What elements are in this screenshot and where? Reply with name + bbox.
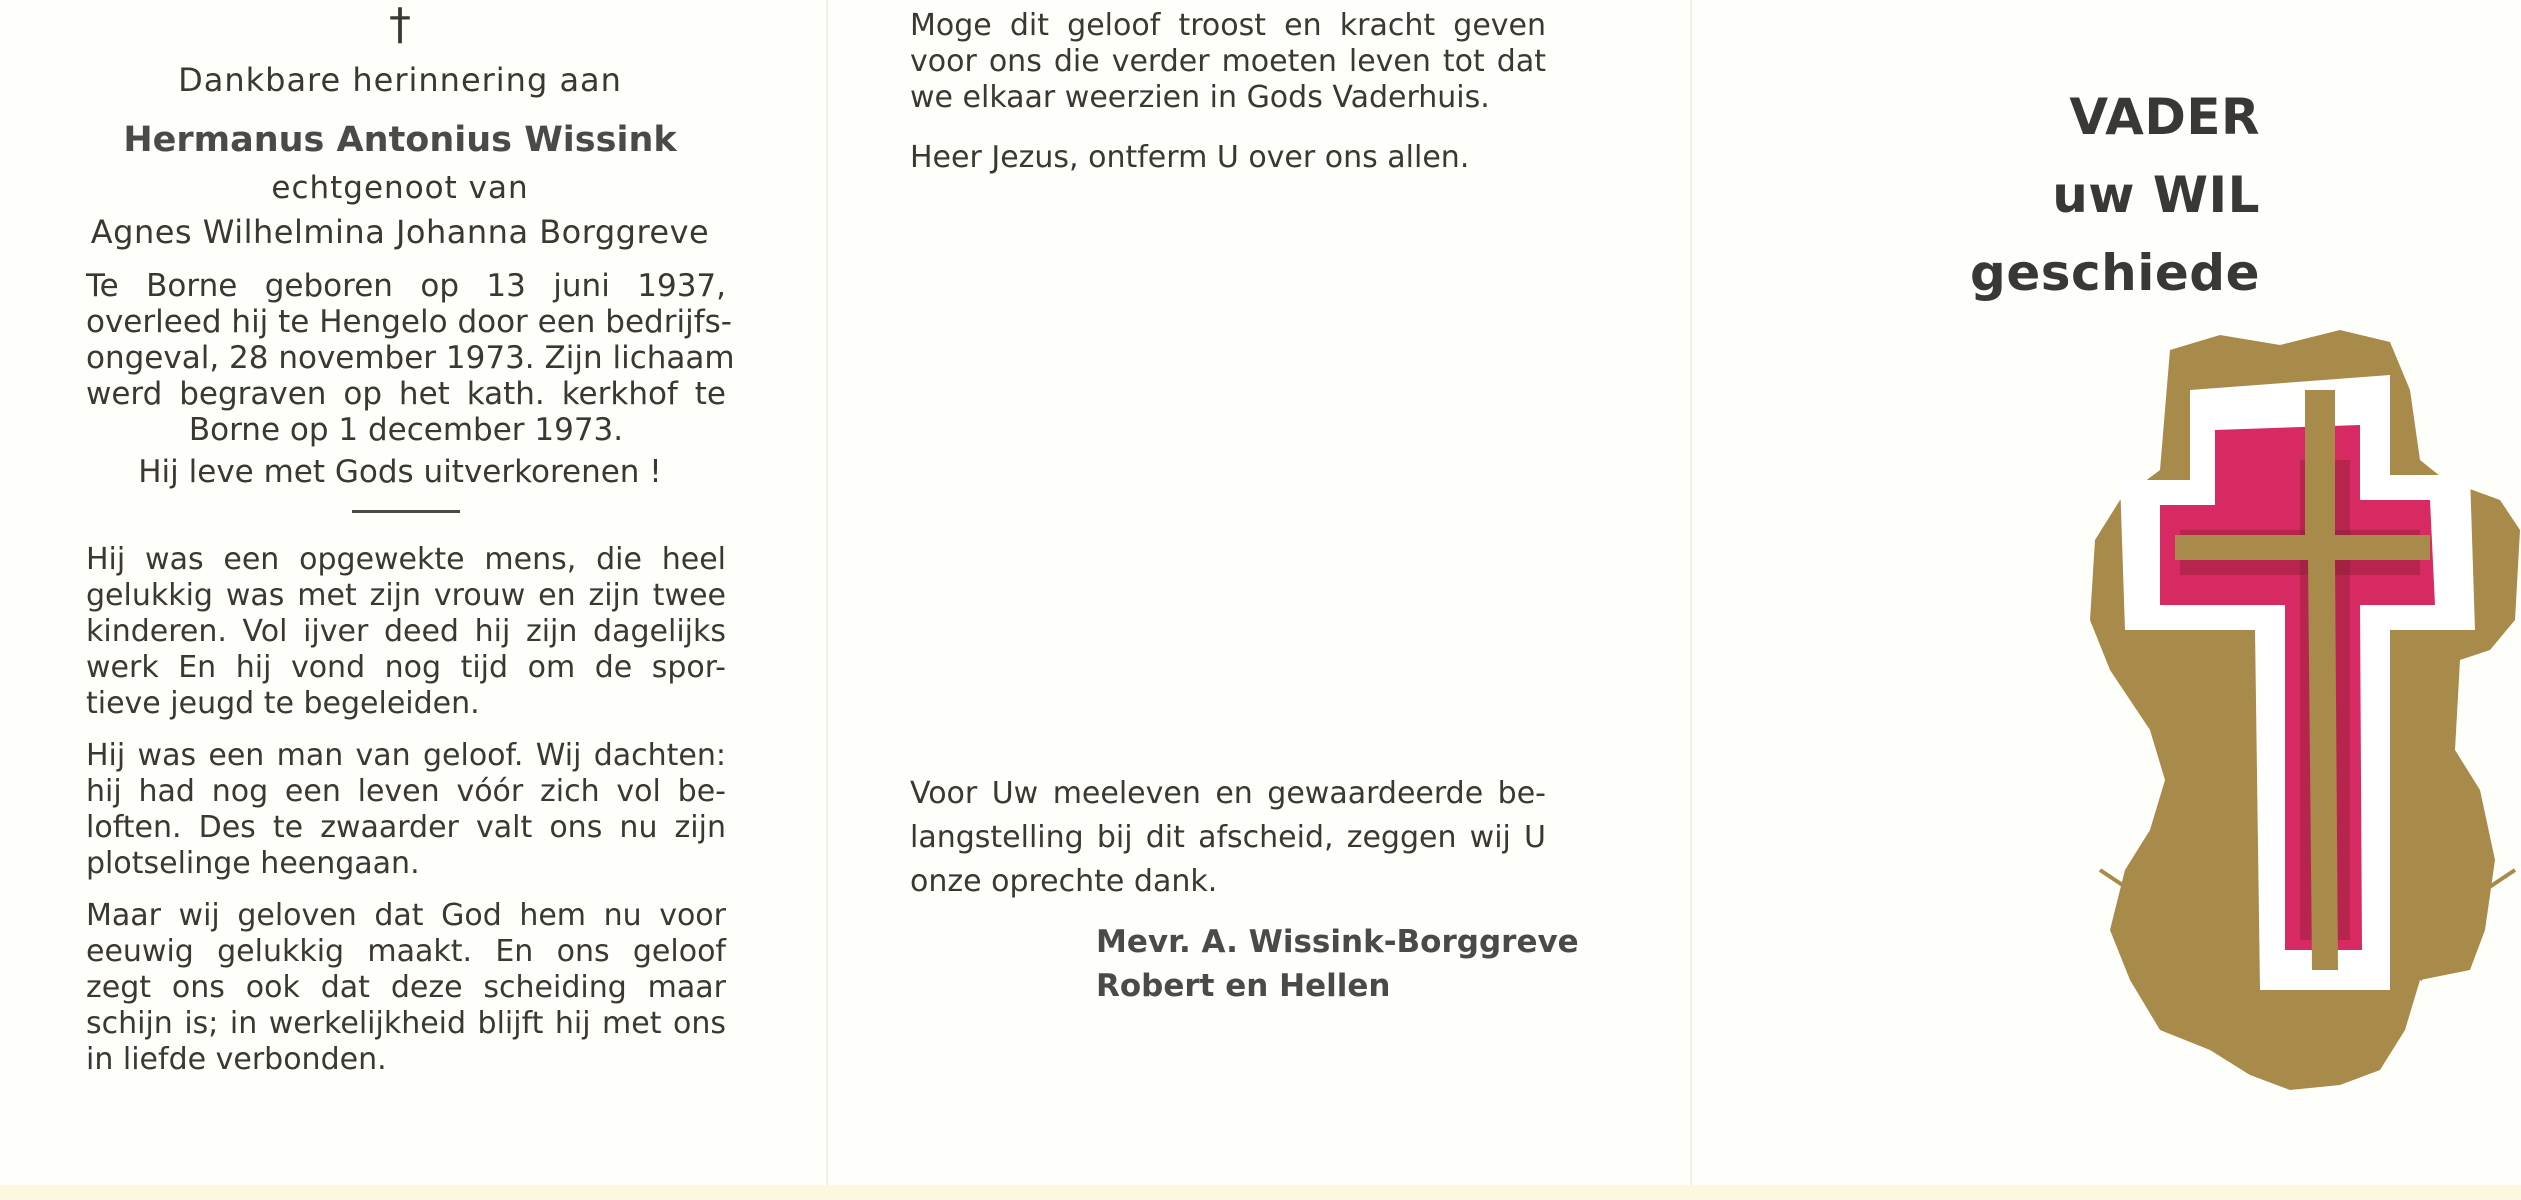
spouse-of-label: echtgenoot van	[271, 170, 529, 206]
thanks-line: onze oprechte dank.	[910, 864, 1218, 899]
paragraph-line: Hij was een man van geloof. Wij dachten:	[86, 738, 726, 773]
life-details-line: Te Borne geboren op 13 juni 1937,	[86, 268, 726, 304]
signature-line: Robert en Hellen	[1096, 968, 1391, 1004]
life-details-line: ongeval, 28 november 1973. Zijn lichaam	[86, 340, 735, 376]
life-details-line: Borne op 1 december 1973.	[188, 412, 624, 448]
spouse-name: Agnes Wilhelmina Johanna Borggreve	[90, 213, 710, 251]
paragraph-line: hij had nog een leven vóór zich vol be-	[86, 774, 726, 809]
family-signatures	[1096, 920, 1579, 1008]
paragraph-line: in liefde verbonden.	[86, 1042, 387, 1077]
thanks-text	[910, 772, 1546, 904]
cross-symbol: †	[389, 0, 411, 50]
faith-line: Moge dit geloof troost en kracht geven	[910, 8, 1546, 43]
paragraph-line: werk En hij vond nog tijd om de spor-	[86, 650, 726, 685]
ornament-divider	[352, 510, 460, 513]
paragraph-line: Hij was een opgewekte mens, die heel	[86, 542, 726, 577]
paragraph-line: tieve jeugd te begeleiden.	[86, 686, 480, 721]
deceased-name: Hermanus Antonius Wissink	[123, 120, 677, 160]
cross-image-icon	[2090, 330, 2520, 1100]
cover-title-line: geschiede	[1970, 244, 2260, 302]
paragraph-line: gelukkig was met zijn vrouw en zijn twee	[86, 578, 726, 613]
faith-line: we elkaar weerzien in Gods Vaderhuis.	[910, 80, 1490, 115]
life-details-line: overleed hij te Hengelo door een bedrijfs-	[86, 304, 732, 340]
paragraph-line: Maar wij geloven dat God hem nu voor	[86, 898, 726, 933]
prayer-text	[910, 140, 1546, 176]
life-details-line: werd begraven op het kath. kerkhof te	[86, 376, 726, 412]
cover-title-line: VADER	[2069, 88, 2260, 146]
paragraph-line: eeuwig gelukkig maakt. En ons geloof	[86, 934, 726, 969]
cover-title	[1790, 78, 2260, 312]
faith-text	[910, 8, 1546, 116]
prayer-line: Heer Jezus, ontferm U over ons allen.	[910, 140, 1470, 175]
thanks-line: Voor Uw meeleven en gewaardeerde be-	[910, 776, 1546, 811]
paragraph-line: zegt ons ook dat deze scheiding maar	[86, 970, 726, 1005]
card-bottom-edge	[0, 1185, 2521, 1200]
remembrance-heading: Dankbare herinnering aan	[178, 61, 622, 99]
thanks-line: langstelling bij dit afscheid, zeggen wij U	[910, 820, 1546, 855]
paragraph-faith	[86, 738, 726, 882]
faith-line: voor ons die verder moeten leven tot dat	[910, 44, 1546, 79]
paragraph-line: plotselinge heengaan.	[86, 846, 420, 881]
paragraph-line: loften. Des te zwaarder valt ons nu zijn	[86, 810, 726, 845]
paragraph-belief	[86, 898, 726, 1078]
paragraph-personality	[86, 542, 726, 722]
signature-line: Mevr. A. Wissink-Borggreve	[1096, 924, 1579, 960]
blessing-text: Hij leve met Gods uitverkorenen !	[138, 454, 662, 490]
paragraph-line: kinderen. Vol ijver deed hij zijn dagelijks	[86, 614, 726, 649]
cover-title-line: uw WIL	[2052, 166, 2260, 224]
right-panel	[1690, 0, 2521, 1185]
life-details	[86, 268, 735, 448]
paragraph-line: schijn is; in werkelijkheid blijft hij met ons	[86, 1006, 726, 1041]
middle-panel	[826, 0, 1690, 1185]
left-panel	[0, 0, 826, 1185]
